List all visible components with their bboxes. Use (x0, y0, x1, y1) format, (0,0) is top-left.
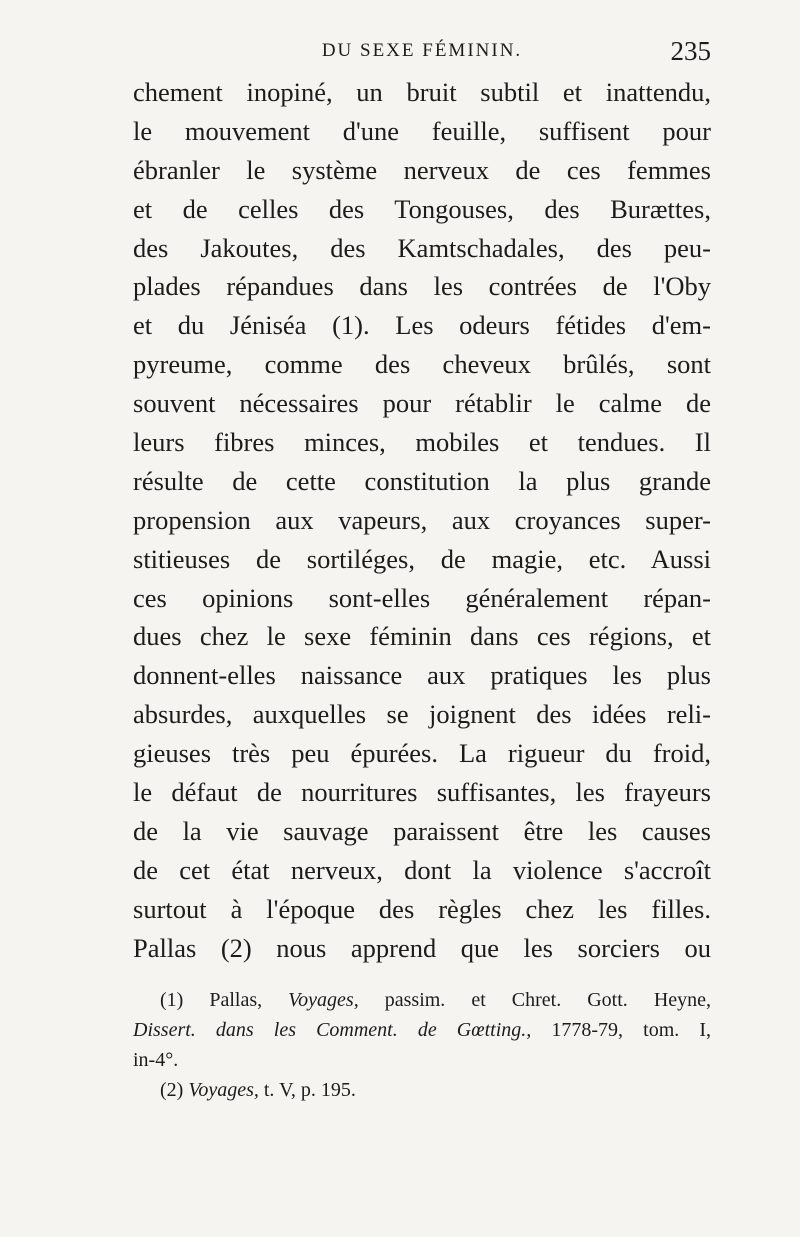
text-line: et de celles des Tongouses, des Burættes, (133, 193, 711, 224)
text-line: absurdes, auxquelles se joignent des idées reli- (133, 699, 711, 730)
footnote-text: t. V, p. 195. (263, 1079, 356, 1101)
text-line: ces opinions sont-elles généralement répan- (133, 582, 711, 613)
text-line: de la vie sauvage paraissent être les causes (133, 815, 711, 846)
text-line: dues chez le sexe féminin dans ces régions, et (133, 621, 711, 652)
footnote-work-title: Voyages, (188, 1079, 259, 1101)
footnote-work-title: Voyages, (288, 989, 359, 1011)
footnote-marker: (2) (160, 1079, 184, 1101)
text-line: chement inopiné, un bruit subtil et inattendu, (133, 77, 711, 107)
footnote-author: Pallas, (209, 989, 263, 1011)
text-line: stitieuses de sortiléges, de magie, etc. Aussi (133, 543, 711, 574)
text-line: des Jakoutes, des Kamtschadales, des peu- (133, 232, 711, 263)
text-line: le mouvement d'une feuille, suffisent pour (133, 115, 711, 146)
running-head (133, 36, 711, 70)
footnote-1-end: in-4°. (133, 1049, 179, 1071)
footnotes (133, 985, 711, 1105)
footnote-1 (133, 985, 711, 1015)
text-line: surtout à l'époque des règles chez les filles. (133, 893, 711, 924)
footnote-work-title: Dissert. dans les Comment. de Gœtting., (133, 1019, 532, 1041)
text-line: donnent-elles naissance aux pratiques les plus (133, 660, 711, 691)
footnote-text: 1778-79, tom. I, (551, 1019, 712, 1041)
body-text (133, 73, 711, 967)
text-line: leurs fibres minces, mobiles et tendues. Il (133, 427, 711, 458)
text-line: propension aux vapeurs, aux croyances super- (133, 504, 711, 535)
text-line: ébranler le système nerveux de ces femmes (133, 154, 711, 185)
footnote-1-continued (133, 1015, 711, 1045)
text-line: de cet état nerveux, dont la violence s'accroît (133, 854, 711, 885)
text-line: plades répandues dans les contrées de l'Oby (133, 271, 711, 302)
text-line: résulte de cette constitution la plus grande (133, 465, 711, 496)
footnote-2 (133, 1075, 711, 1105)
text-line: et du Jéniséa (1). Les odeurs fétides d'em- (133, 310, 711, 341)
text-line: souvent nécessaires pour rétablir le calme de (133, 388, 711, 419)
text-line: Pallas (2) nous apprend que les sorciers ou (133, 932, 711, 963)
footnote-marker: (1) (160, 989, 184, 1011)
text-line: gieuses très peu épurées. La rigueur du froid, (133, 738, 711, 769)
text-line: le défaut de nourritures suffisantes, les frayeurs (133, 777, 711, 808)
running-title: DU SEXE FÉMININ. (321, 40, 523, 61)
page-number: 235 (670, 36, 711, 66)
text-line: pyreume, comme des cheveux brûlés, sont (133, 349, 711, 380)
footnote-text: passim. et Chret. Gott. Heyne, (384, 989, 712, 1011)
